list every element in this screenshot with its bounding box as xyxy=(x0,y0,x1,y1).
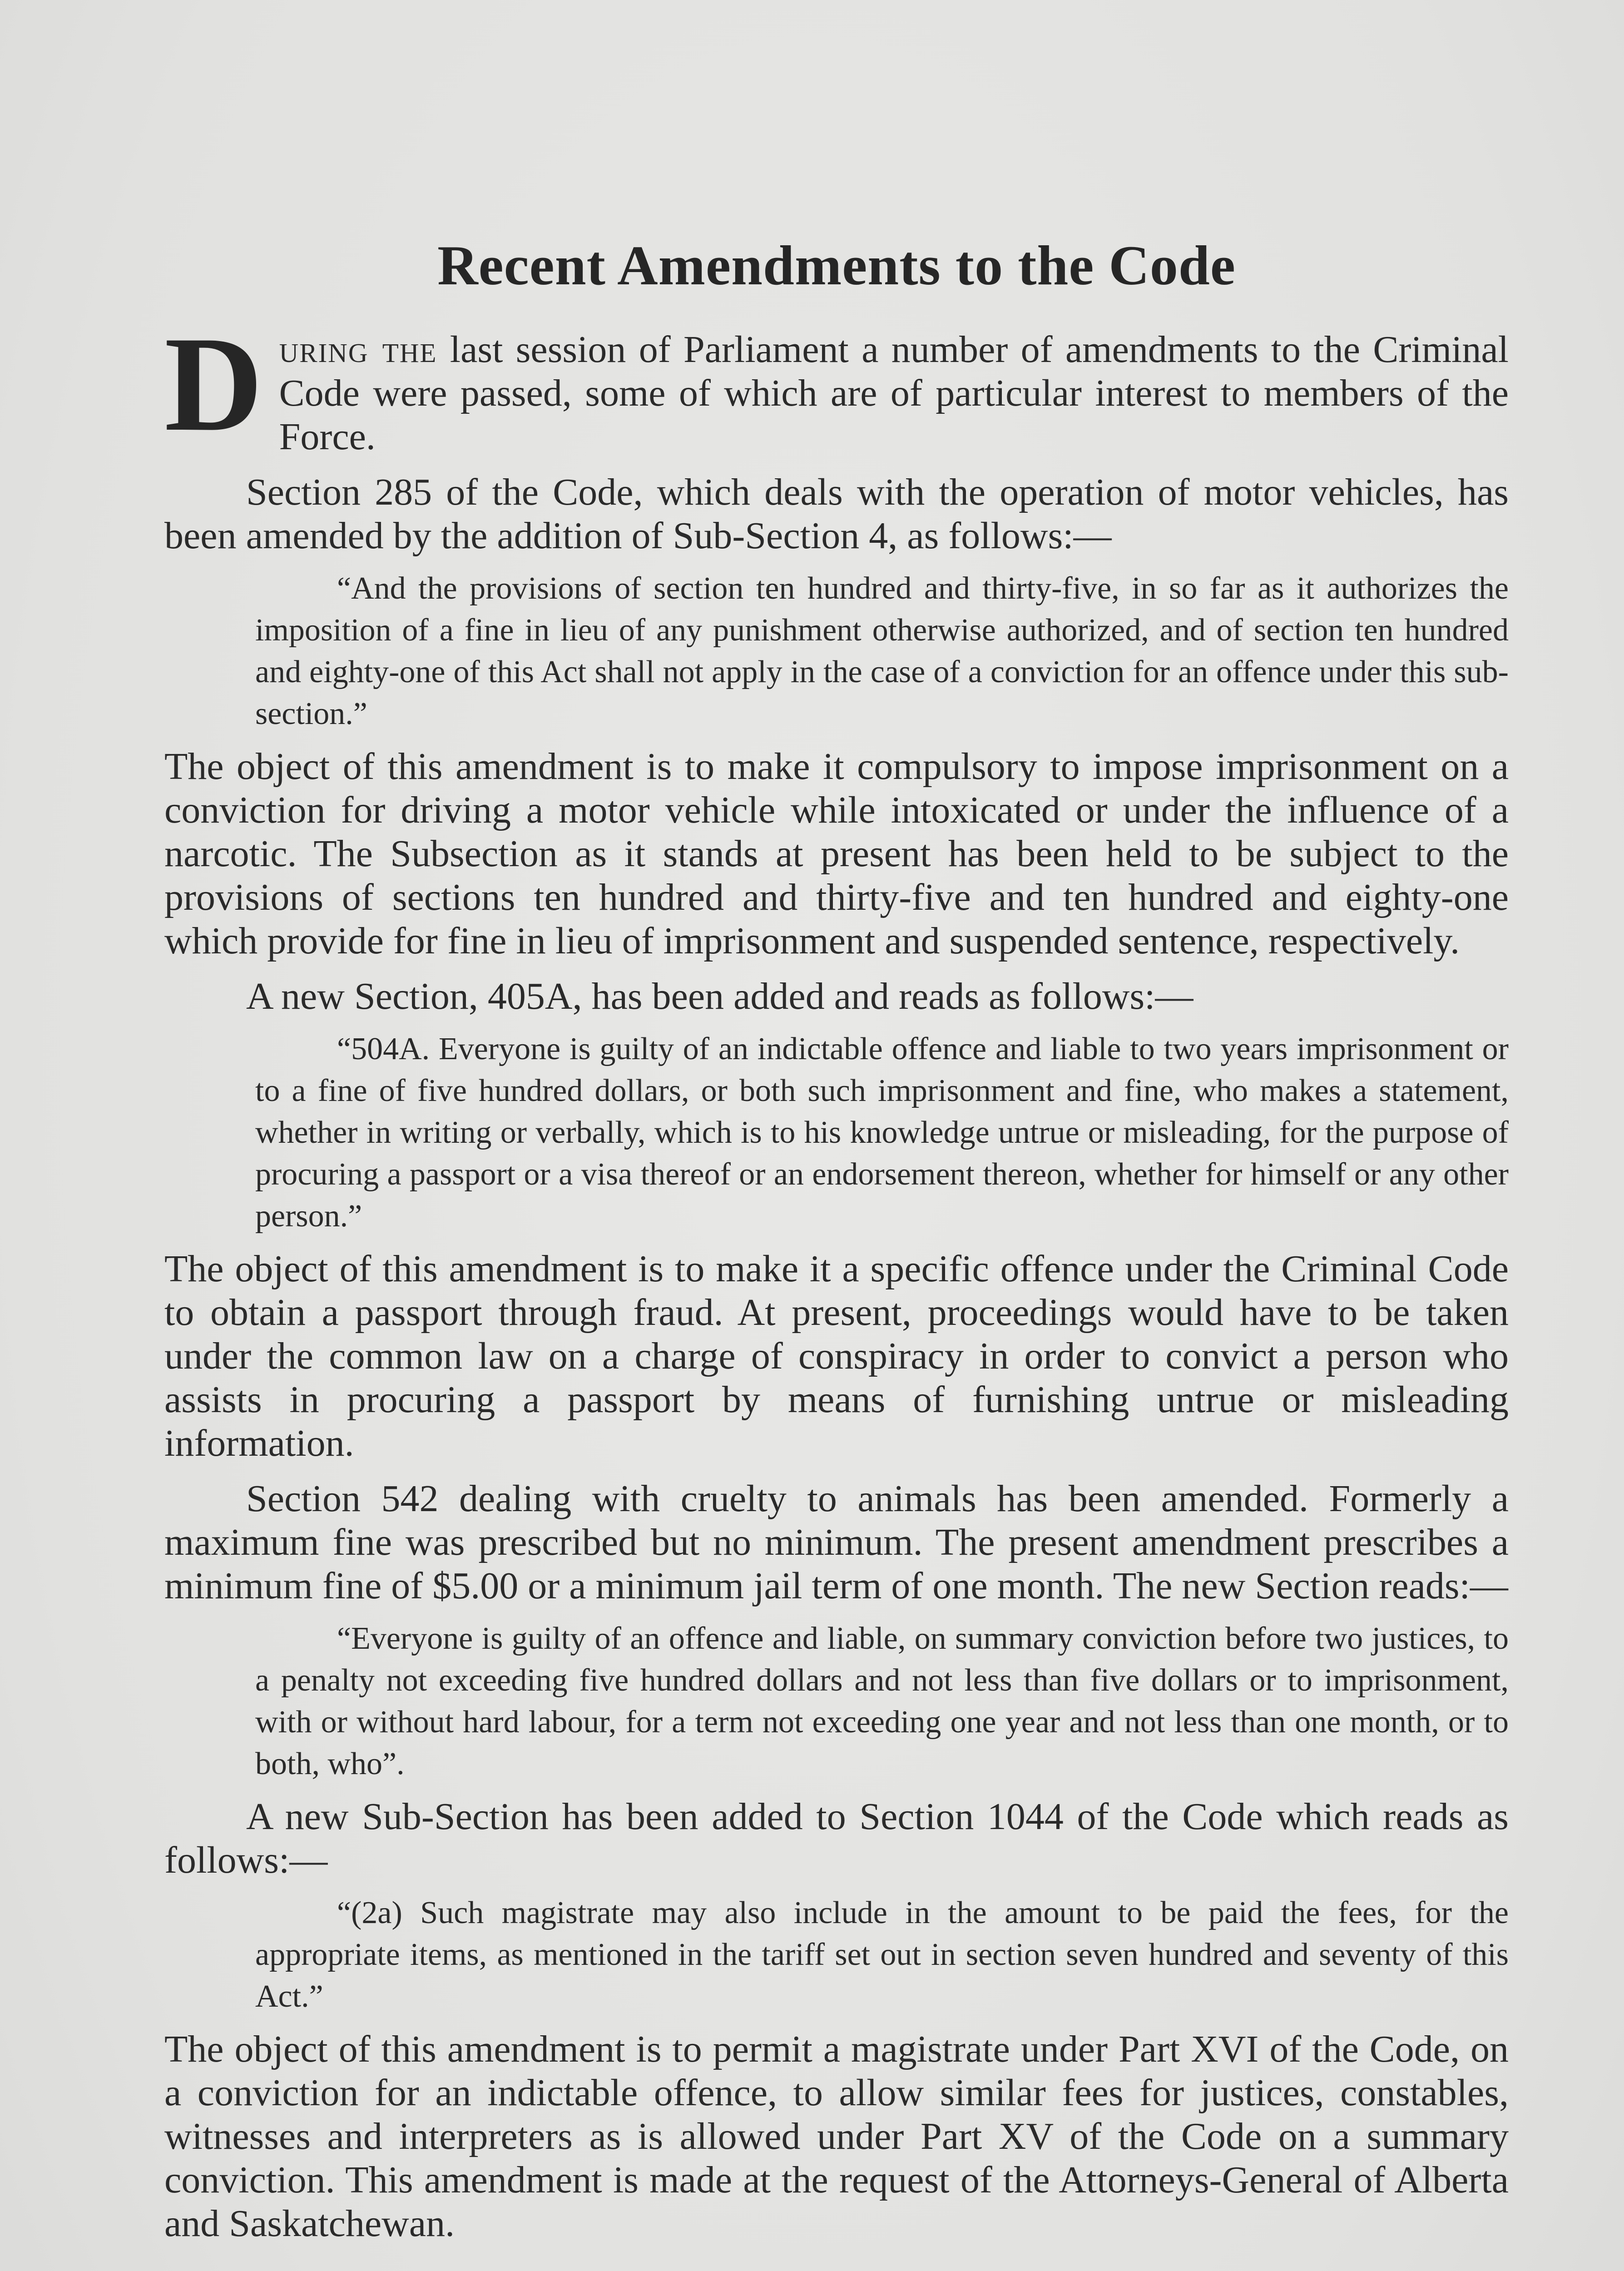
section-285-paragraph: Section 285 of the Code, which deals with the operation of motor vehicles, has been amended by the addition of Sub-Section 4, as follows:— xyxy=(164,471,1509,557)
section-1044-object-paragraph: The object of this amendment is to permit a magistrate under Part XVI of the Code, on a conviction for an indictable offence, to allow similar fees for justices, constables, witnesses and interpreters as is allowed under Part XV of the Code on a summary conviction. This amendment is made at the request of the Attorneys-General of Alberta and Saskatchewan. xyxy=(164,2028,1509,2245)
article-title: Recent Amendments to the Code xyxy=(437,234,1236,297)
section-285-object-paragraph: The object of this amendment is to make it compulsory to impose imprisonment on a conviction for driving a motor vehicle while intoxicated or under the influence of a narcotic. The Subsection as it stands at present has been held to be subject to the provisions of sections ten hundred and thirty-five and ten hundred and eighty-one which provide for fine in lieu of imprisonment and suspended sentence, respectively. xyxy=(164,745,1509,962)
section-1044-paragraph: A new Sub-Section has been added to Section 1044 of the Code which reads as follows:— xyxy=(164,1795,1509,1881)
section-405a-quote: “504A. Everyone is guilty of an indictable offence and liable to two years imprisonment or to a fine of five hundred dollars, or both such imprisonment and fine, who makes a statement, whether in writing or verbally, which is to his knowledge untrue or misleading, for the purpose of procuring a passport or a visa thereof or an endorsement thereon, whether for himself or any other person.” xyxy=(255,1031,1509,1234)
section-405a-object-paragraph: The object of this amendment is to make it a specific offence under the Criminal Code to obtain a passport through fraud. At present, proceedings would have to be taken under the common law on a charge of conspiracy in order to convict a person who assists in procuring a passport by means of furnishing untrue or misleading information. xyxy=(164,1248,1509,1464)
article-column xyxy=(164,227,1509,2246)
section-285-quote: “And the provisions of section ten hundred and thirty-five, in so far as it authorizes the imposition of a fine in lieu of any punishment otherwise authorized, and of section ten hundred and eighty-one of this Act shall not apply in the case of a conviction for an offence under this sub-section.” xyxy=(255,571,1509,731)
drop-cap: D xyxy=(164,308,263,459)
section-405a-paragraph: A new Section, 405A, has been added and reads as follows:— xyxy=(246,975,1193,1017)
intro-small-caps: uring the xyxy=(279,328,437,371)
intro-paragraph xyxy=(164,308,1509,459)
section-1044-quote: “(2a) Such magistrate may also include in the amount to be paid the fees, for the appropriate items, as mentioned in the tariff set out in section seven hundred and seventy of this Act.” xyxy=(255,1895,1509,2014)
section-542-paragraph: Section 542 dealing with cruelty to animals has been amended. Formerly a maximum fine was prescribed but no minimum. The present amendment prescribes a minimum fine of $5.00 or a minimum jail term of one month. The new Section reads:— xyxy=(164,1478,1509,1607)
section-542-quote: “Everyone is guilty of an offence and liable, on summary conviction before two justices, to a penalty not exceeding five hundred dollars and not less than five dollars or to imprisonment, with or without hard labour, for a term not exceeding one year and not less than one month, or to both, who”. xyxy=(255,1621,1509,1781)
intro-text: last session of Parliament a number of amendments to the Criminal Code were passed, some of which are of particular interest to members of the Force. xyxy=(279,328,1509,458)
